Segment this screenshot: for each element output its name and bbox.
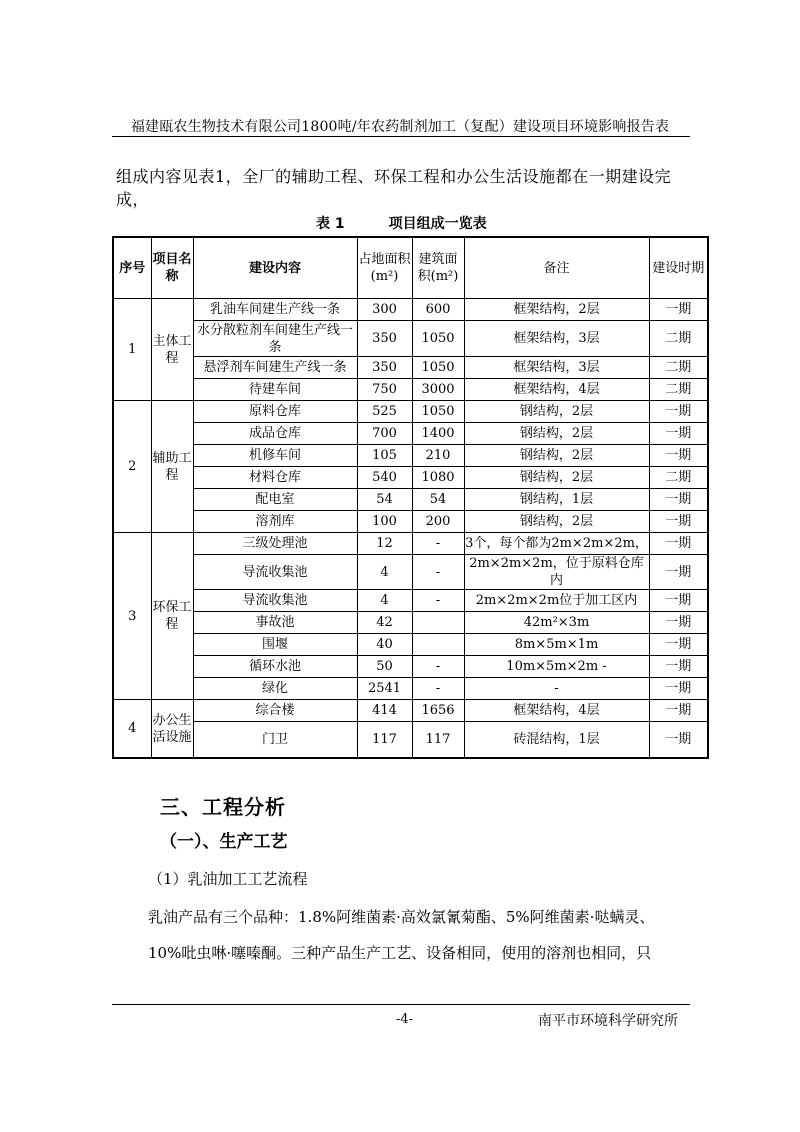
row-land: 12 (357, 533, 412, 555)
row-remark: 2m×2m×2m位于加工区内 (464, 590, 649, 612)
table-row (113, 678, 708, 700)
row-phase: 一期 (649, 511, 708, 533)
header-seq: 序号 (113, 237, 151, 299)
row-build: 54 (412, 489, 464, 511)
row-remark: 框架结构，4层 (464, 379, 649, 401)
row-phase: 二期 (649, 467, 708, 489)
table-title: 项目组成一览表 (388, 216, 487, 232)
header-build-area: 建筑面积(m²) (412, 237, 464, 299)
row-build: 1050 (412, 321, 464, 357)
table-row (113, 590, 708, 612)
group-seq: 2 (113, 401, 151, 533)
row-phase: 一期 (649, 612, 708, 634)
page-number: -4- (396, 1012, 414, 1027)
table-row (113, 533, 708, 555)
row-phase: 一期 (649, 489, 708, 511)
row-phase: 一期 (649, 722, 708, 759)
row-content: 循环水池 (193, 656, 357, 678)
group-seq: 4 (113, 700, 151, 759)
row-build: 210 (412, 445, 464, 467)
group-name: 环保工程 (151, 533, 193, 700)
row-phase: 一期 (649, 634, 708, 656)
row-remark: 钢结构，2层 (464, 423, 649, 445)
group-name: 办公生活设施 (151, 700, 193, 759)
row-build: 1080 (412, 467, 464, 489)
footer-rule (112, 1004, 690, 1005)
header-land-area: 占地面积(m²) (357, 237, 412, 299)
row-phase: 一期 (649, 555, 708, 590)
row-remark: 钢结构，2层 (464, 511, 649, 533)
row-land: 105 (357, 445, 412, 467)
table-row (113, 467, 708, 489)
row-land: 54 (357, 489, 412, 511)
row-build: - (412, 678, 464, 700)
intro-paragraph: 组成内容见表1，全厂的辅助工程、环保工程和办公生活设施都在一期建设完成， (116, 167, 672, 209)
row-land: 4 (357, 590, 412, 612)
table-row (113, 511, 708, 533)
section-heading: 三、工程分析 (160, 795, 286, 819)
row-content: 待建车间 (193, 379, 357, 401)
row-content: 三级处理池 (193, 533, 357, 555)
table-row (113, 700, 708, 722)
row-land: 350 (357, 357, 412, 379)
row-build: 1050 (412, 357, 464, 379)
row-land: 350 (357, 321, 412, 357)
row-build: 200 (412, 511, 464, 533)
group-seq: 1 (113, 299, 151, 401)
row-remark: 3个，每个都为2m×2m×2m， (464, 533, 649, 555)
row-build: 117 (412, 722, 464, 759)
row-phase: 一期 (649, 445, 708, 467)
table-row (113, 722, 708, 759)
row-content: 导流收集池 (193, 555, 357, 590)
table-row (113, 612, 708, 634)
row-content: 围堰 (193, 634, 357, 656)
running-header: 福建瓯农生物技术有限公司1800吨/年农药制剂加工（复配）建设项目环境影响报告表 (130, 119, 670, 135)
row-build: - (412, 656, 464, 678)
row-phase: 一期 (649, 423, 708, 445)
row-build: - (412, 555, 464, 590)
row-content: 机修车间 (193, 445, 357, 467)
row-build: 1400 (412, 423, 464, 445)
paragraph-line: 10%吡虫啉·噻嗪酮。三种产品生产工艺、设备相同，使用的溶剂也相同，只 (148, 944, 652, 962)
row-land: 100 (357, 511, 412, 533)
row-build: - (412, 533, 464, 555)
table-caption (316, 213, 487, 233)
row-land: 40 (357, 634, 412, 656)
row-remark: 2m×2m×2m，位于原料仓库内 (464, 555, 649, 590)
row-land: 540 (357, 467, 412, 489)
item-heading: （1）乳油加工工艺流程 (148, 870, 308, 888)
row-phase: 二期 (649, 357, 708, 379)
row-land: 42 (357, 612, 412, 634)
header-remark: 备注 (464, 237, 649, 299)
row-remark: - (464, 678, 649, 700)
table-header-row (113, 237, 708, 299)
row-content: 门卫 (193, 722, 357, 759)
row-land: 414 (357, 700, 412, 722)
footer-organization: 南平市环境科学研究所 (538, 1013, 678, 1029)
row-content: 材料仓库 (193, 467, 357, 489)
row-content: 导流收集池 (193, 590, 357, 612)
row-remark: 框架结构，3层 (464, 357, 649, 379)
table-row (113, 656, 708, 678)
table-number: 表 1 (316, 216, 345, 232)
header-content: 建设内容 (193, 237, 357, 299)
row-remark: 框架结构，3层 (464, 321, 649, 357)
row-build (412, 612, 464, 634)
header-phase: 建设时期 (649, 237, 708, 299)
row-remark: 钢结构，1层 (464, 489, 649, 511)
row-land: 117 (357, 722, 412, 759)
row-remark: 10m×5m×2m - (464, 656, 649, 678)
row-land: 2541 (357, 678, 412, 700)
table-row (113, 445, 708, 467)
row-remark: 钢结构，2层 (464, 445, 649, 467)
table-row (113, 357, 708, 379)
row-content: 事故池 (193, 612, 357, 634)
header-name: 项目名称 (151, 237, 193, 299)
row-land: 700 (357, 423, 412, 445)
row-remark: 42m²×3m (464, 612, 649, 634)
project-composition-table (112, 236, 709, 759)
row-remark: 钢结构，2层 (464, 467, 649, 489)
group-seq: 3 (113, 533, 151, 700)
row-land: 525 (357, 401, 412, 423)
row-remark: 8m×5m×1m (464, 634, 649, 656)
row-content: 原料仓库 (193, 401, 357, 423)
row-build: 1050 (412, 401, 464, 423)
row-content: 成品仓库 (193, 423, 357, 445)
table-row (113, 299, 708, 321)
row-build: 3000 (412, 379, 464, 401)
row-phase: 一期 (649, 299, 708, 321)
row-build: 1656 (412, 700, 464, 722)
row-content: 配电室 (193, 489, 357, 511)
row-remark: 框架结构，4层 (464, 700, 649, 722)
table-row (113, 401, 708, 423)
group-name: 主体工程 (151, 299, 193, 401)
row-phase: 一期 (649, 700, 708, 722)
row-content: 悬浮剂车间建生产线一条 (193, 357, 357, 379)
row-build (412, 634, 464, 656)
row-build: 600 (412, 299, 464, 321)
table-row (113, 379, 708, 401)
row-remark: 砖混结构，1层 (464, 722, 649, 759)
paragraph-line: 乳油产品有三个品种：1.8%阿维菌素·高效氯氰菊酯、5%阿维菌素·哒螨灵、 (148, 908, 655, 926)
row-land: 750 (357, 379, 412, 401)
row-phase: 一期 (649, 678, 708, 700)
row-land: 50 (357, 656, 412, 678)
row-remark: 框架结构，2层 (464, 299, 649, 321)
row-content: 水分散粒剂车间建生产线一条 (193, 321, 357, 357)
table-row (113, 489, 708, 511)
table-row (113, 634, 708, 656)
row-phase: 一期 (649, 656, 708, 678)
row-phase: 二期 (649, 379, 708, 401)
row-land: 300 (357, 299, 412, 321)
row-phase: 一期 (649, 401, 708, 423)
row-phase: 一期 (649, 533, 708, 555)
row-phase: 二期 (649, 321, 708, 357)
table-row (113, 555, 708, 590)
table-row (113, 423, 708, 445)
row-content: 溶剂库 (193, 511, 357, 533)
row-content: 绿化 (193, 678, 357, 700)
row-content: 乳油车间建生产线一条 (193, 299, 357, 321)
table-row (113, 321, 708, 357)
group-name: 辅助工程 (151, 401, 193, 533)
row-land: 4 (357, 555, 412, 590)
row-remark: 钢结构，2层 (464, 401, 649, 423)
row-build: - (412, 590, 464, 612)
subsection-heading: （一）、生产工艺 (160, 832, 288, 852)
header-rule (112, 136, 690, 137)
row-phase: 一期 (649, 590, 708, 612)
row-content: 综合楼 (193, 700, 357, 722)
